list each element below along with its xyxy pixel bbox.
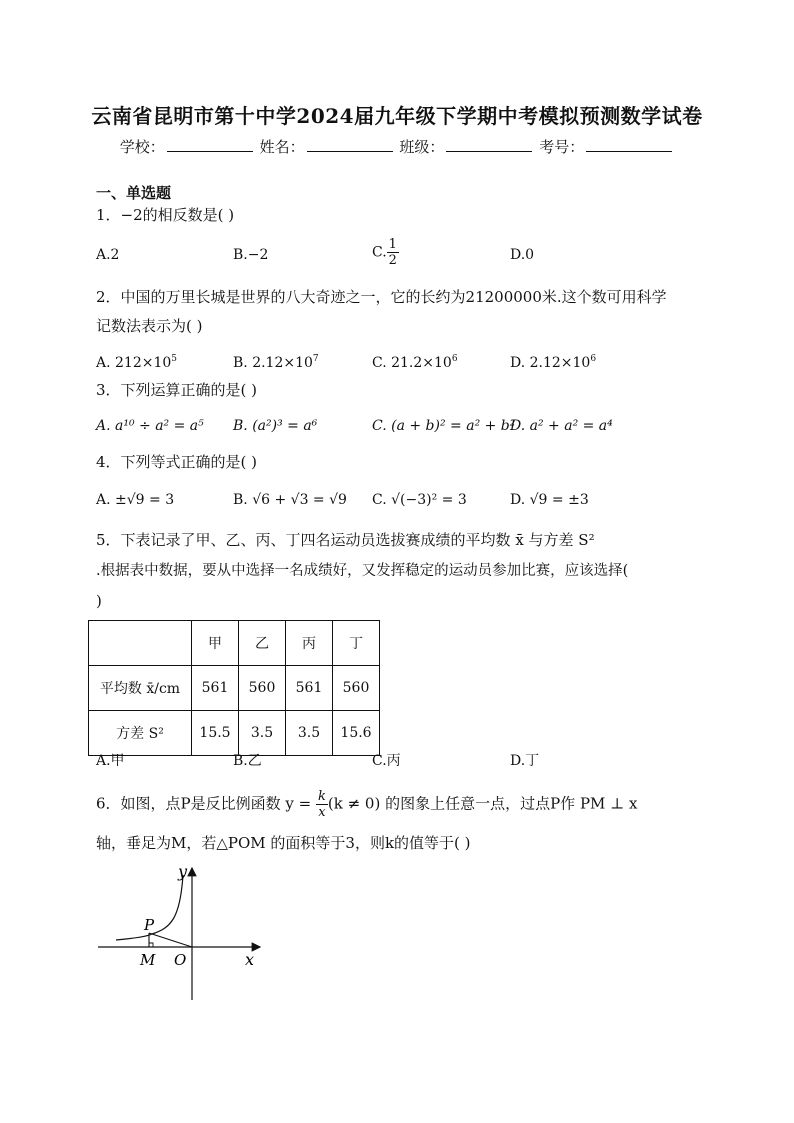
q4-option-b: B. √6 + √3 = √9 xyxy=(233,492,347,508)
q2-stem-line1: 2．中国的万里长城是世界的八大奇迹之一，它的长约为21200000米.这个数可用科学 xyxy=(96,288,667,306)
table-header-row xyxy=(89,621,380,666)
q4-option-c: C. √(−3)² = 3 xyxy=(372,492,467,508)
q4-stem: 4．下列等式正确的是( ) xyxy=(96,453,258,471)
origin-label: O xyxy=(174,951,187,969)
table-header-cell: 甲 xyxy=(192,621,239,666)
q2-option-c: C. $21.2\times 10^6$ xyxy=(372,354,458,371)
q3-option-c: C. (a + b)² = a² + b² xyxy=(372,418,516,434)
exam-number-blank[interactable] xyxy=(586,137,672,152)
q2-option-b: B. $2.12\times 10^7$ xyxy=(233,354,319,371)
exam-number-label: 考号： xyxy=(539,138,585,156)
name-blank[interactable] xyxy=(307,137,393,152)
point-m-label: M xyxy=(140,951,156,969)
table-cell: 方差 S² xyxy=(89,711,192,756)
table-row xyxy=(89,711,380,756)
po-segment xyxy=(149,933,192,947)
table-cell: 3.5 xyxy=(286,711,333,756)
q1-stem: 1．−2的相反数是( ) xyxy=(96,206,235,224)
x-axis-label: x xyxy=(245,950,255,969)
table-header-cell: 丁 xyxy=(333,621,380,666)
q2-option-a: A. $212\times 10^5$ xyxy=(96,354,178,371)
q3-option-b: B. (a²)³ = a⁶ xyxy=(233,418,318,434)
table-row xyxy=(89,666,380,711)
table-cell: 平均数 x̄/cm xyxy=(89,666,192,711)
q4-option-a: A. ±√9 = 3 xyxy=(96,492,175,508)
table-header-cell: 乙 xyxy=(239,621,286,666)
q5-stem-line2: .根据表中数据，要从中选择一名成绩好，又发挥稳定的运动员参加比赛，应该选择( xyxy=(96,563,629,579)
point-p-label: P xyxy=(144,916,155,934)
name-label: 姓名： xyxy=(259,138,305,156)
school-blank[interactable] xyxy=(167,137,253,152)
table-cell: 15.6 xyxy=(333,711,380,756)
q5-option-c: C.丙 xyxy=(372,753,401,769)
q4-option-d: D. √9 = ±3 xyxy=(510,492,589,508)
q5-option-d: D.丁 xyxy=(510,753,540,769)
q1-option-c: C. $\frac{1}{2}$ xyxy=(372,237,397,268)
q1-option-d: D.0 xyxy=(510,247,535,263)
q5-score-table xyxy=(88,620,380,756)
student-info-line xyxy=(0,136,794,157)
q6-stem-line2: 轴，垂足为M，若△POM 的面积等于3，则k的值等于( ) xyxy=(96,834,471,852)
q5-stem-line3: ) xyxy=(96,592,102,610)
q6-stem-line1: 6．如图，点P是反比例函数 y = $\frac{k}{x}$ (k ≠ 0) 的图象上任意一点，过点P作 PM ⊥ x xyxy=(96,789,638,820)
q3-option-d: D. a² + a² = a⁴ xyxy=(510,418,613,434)
school-label: 学校： xyxy=(119,138,165,156)
q5-stem-line1: 5．下表记录了甲、乙、丙、丁四名运动员选拔赛成绩的平均数 x̄ 与方差 S² xyxy=(96,531,595,549)
q6-figure xyxy=(90,860,270,1005)
exam-title: 云南省昆明市第十中学2024届九年级下学期中考模拟预测数学试卷 xyxy=(91,104,703,128)
q3-stem: 3．下列运算正确的是( ) xyxy=(96,381,258,399)
table-header-cell: 丙 xyxy=(286,621,333,666)
y-axis-label: y xyxy=(178,862,188,881)
q3-option-a: A. a¹⁰ ÷ a² = a⁵ xyxy=(96,418,204,434)
q5-option-b: B.乙 xyxy=(233,753,262,769)
q1-option-a: A.2 xyxy=(96,247,120,263)
q2-stem-line2: 记数法表示为( ) xyxy=(96,317,203,335)
q5-option-a: A.甲 xyxy=(96,753,125,769)
table-cell: 3.5 xyxy=(239,711,286,756)
table-cell: 560 xyxy=(239,666,286,711)
class-label: 班级： xyxy=(399,138,445,156)
q2-option-d: D. $2.12\times 10^6$ xyxy=(510,354,597,371)
class-blank[interactable] xyxy=(446,137,532,152)
table-cell: 561 xyxy=(192,666,239,711)
section-title: 一、单选题 xyxy=(96,184,172,202)
table-cell: 561 xyxy=(286,666,333,711)
table-cell: 15.5 xyxy=(192,711,239,756)
table-cell: 560 xyxy=(333,666,380,711)
q1-option-b: B.−2 xyxy=(233,247,269,263)
table-header-cell xyxy=(89,621,192,666)
